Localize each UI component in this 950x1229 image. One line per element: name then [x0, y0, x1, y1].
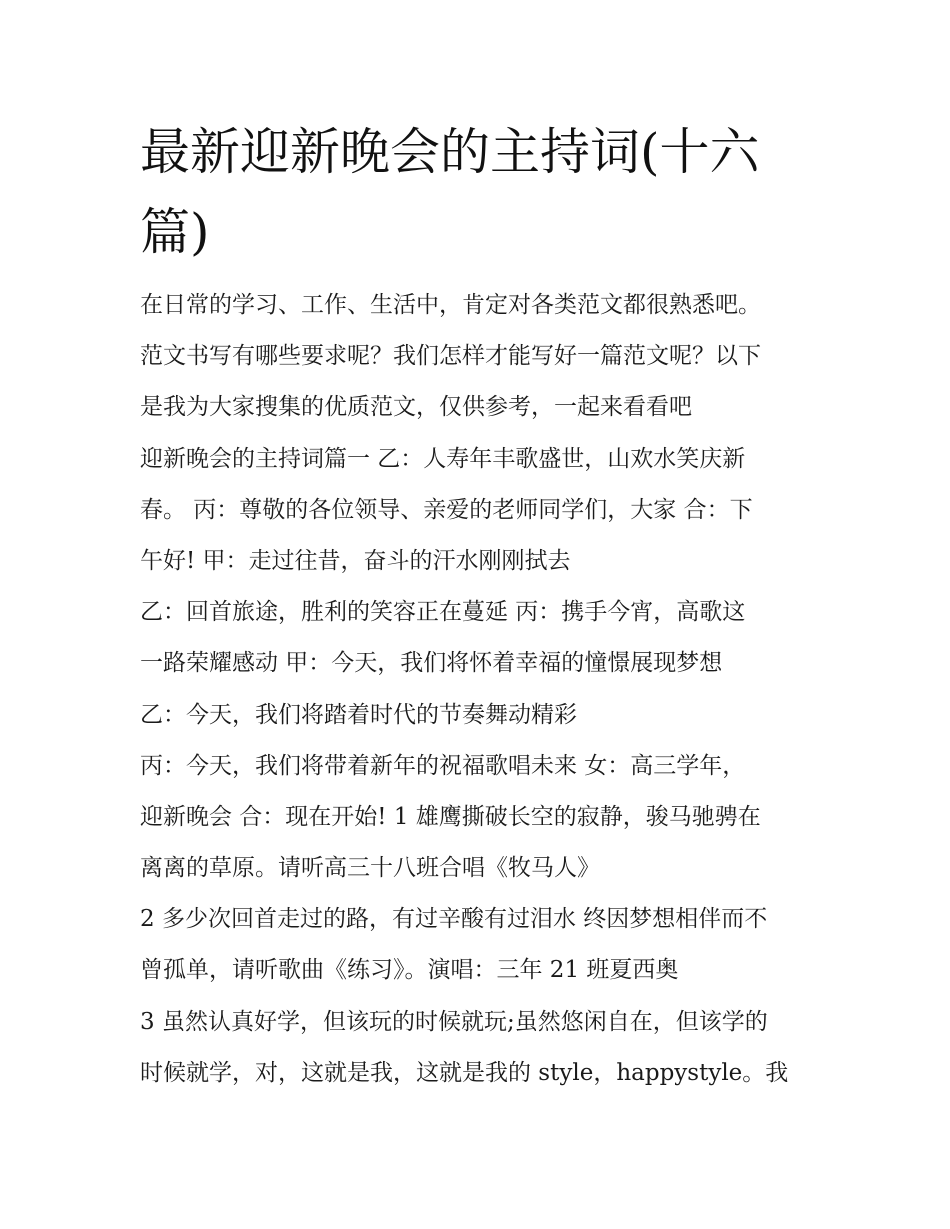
body-line-12: 离离的草原。请听高三十八班合唱《牧马人》 — [140, 855, 600, 882]
body-line-3: 是我为大家搜集的优质范文，仅供参考，一起来看看吧 — [140, 394, 692, 421]
body-line-10: 丙：今天，我们将带着新年的祝福歌唱未来 女：高三学年， — [140, 752, 746, 779]
body-line-13: 2 多少次回首走过的路，有过辛酸有过泪水 终因梦想相伴而不 — [140, 906, 768, 933]
body-line-7: 乙：回首旅途，胜利的笑容正在蔓延 丙：携手今宵，高歌这 — [140, 599, 746, 626]
body-line-11: 迎新晚会 合：现在开始! 1 雄鹰撕破长空的寂静，骏马驰骋在 — [140, 803, 761, 830]
document-body — [140, 280, 820, 1099]
body-line-1: 在日常的学习、工作、生活中，肯定对各类范文都很熟悉吧。 — [140, 292, 761, 318]
body-line-8: 一路荣耀感动 甲：今天，我们将怀着幸福的憧憬展现梦想 — [140, 650, 723, 677]
body-line-14: 曾孤单，请听歌曲《练习》。演唱：三年 21 班夏西奥 — [140, 957, 679, 984]
title-line-1: 最新迎新晚会的主持词(十六 — [140, 123, 760, 181]
body-line-16: 时候就学，对，这就是我，这就是我的 style，happystyle。我 — [140, 1059, 789, 1086]
title-line-2: 篇) — [140, 203, 210, 261]
body-line-15: 3 虽然认真好学，但该玩的时候就玩;虽然悠闲自在，但该学的 — [140, 1008, 768, 1035]
body-line-5: 春。 丙：尊敬的各位领导、亲爱的老师同学们，大家 合：下 — [140, 496, 753, 523]
body-line-6: 午好! 甲：走过往昔，奋斗的汗水刚刚拭去 — [140, 547, 571, 574]
body-line-4: 迎新晚会的主持词篇一 乙：人寿年丰歌盛世，山欢水笑庆新 — [140, 445, 746, 472]
body-line-9: 乙：今天，我们将踏着时代的节奏舞动精彩 — [140, 701, 577, 728]
document-title — [140, 112, 820, 272]
body-line-2: 范文书写有哪些要求呢？我们怎样才能写好一篇范文呢？以下 — [140, 343, 761, 370]
